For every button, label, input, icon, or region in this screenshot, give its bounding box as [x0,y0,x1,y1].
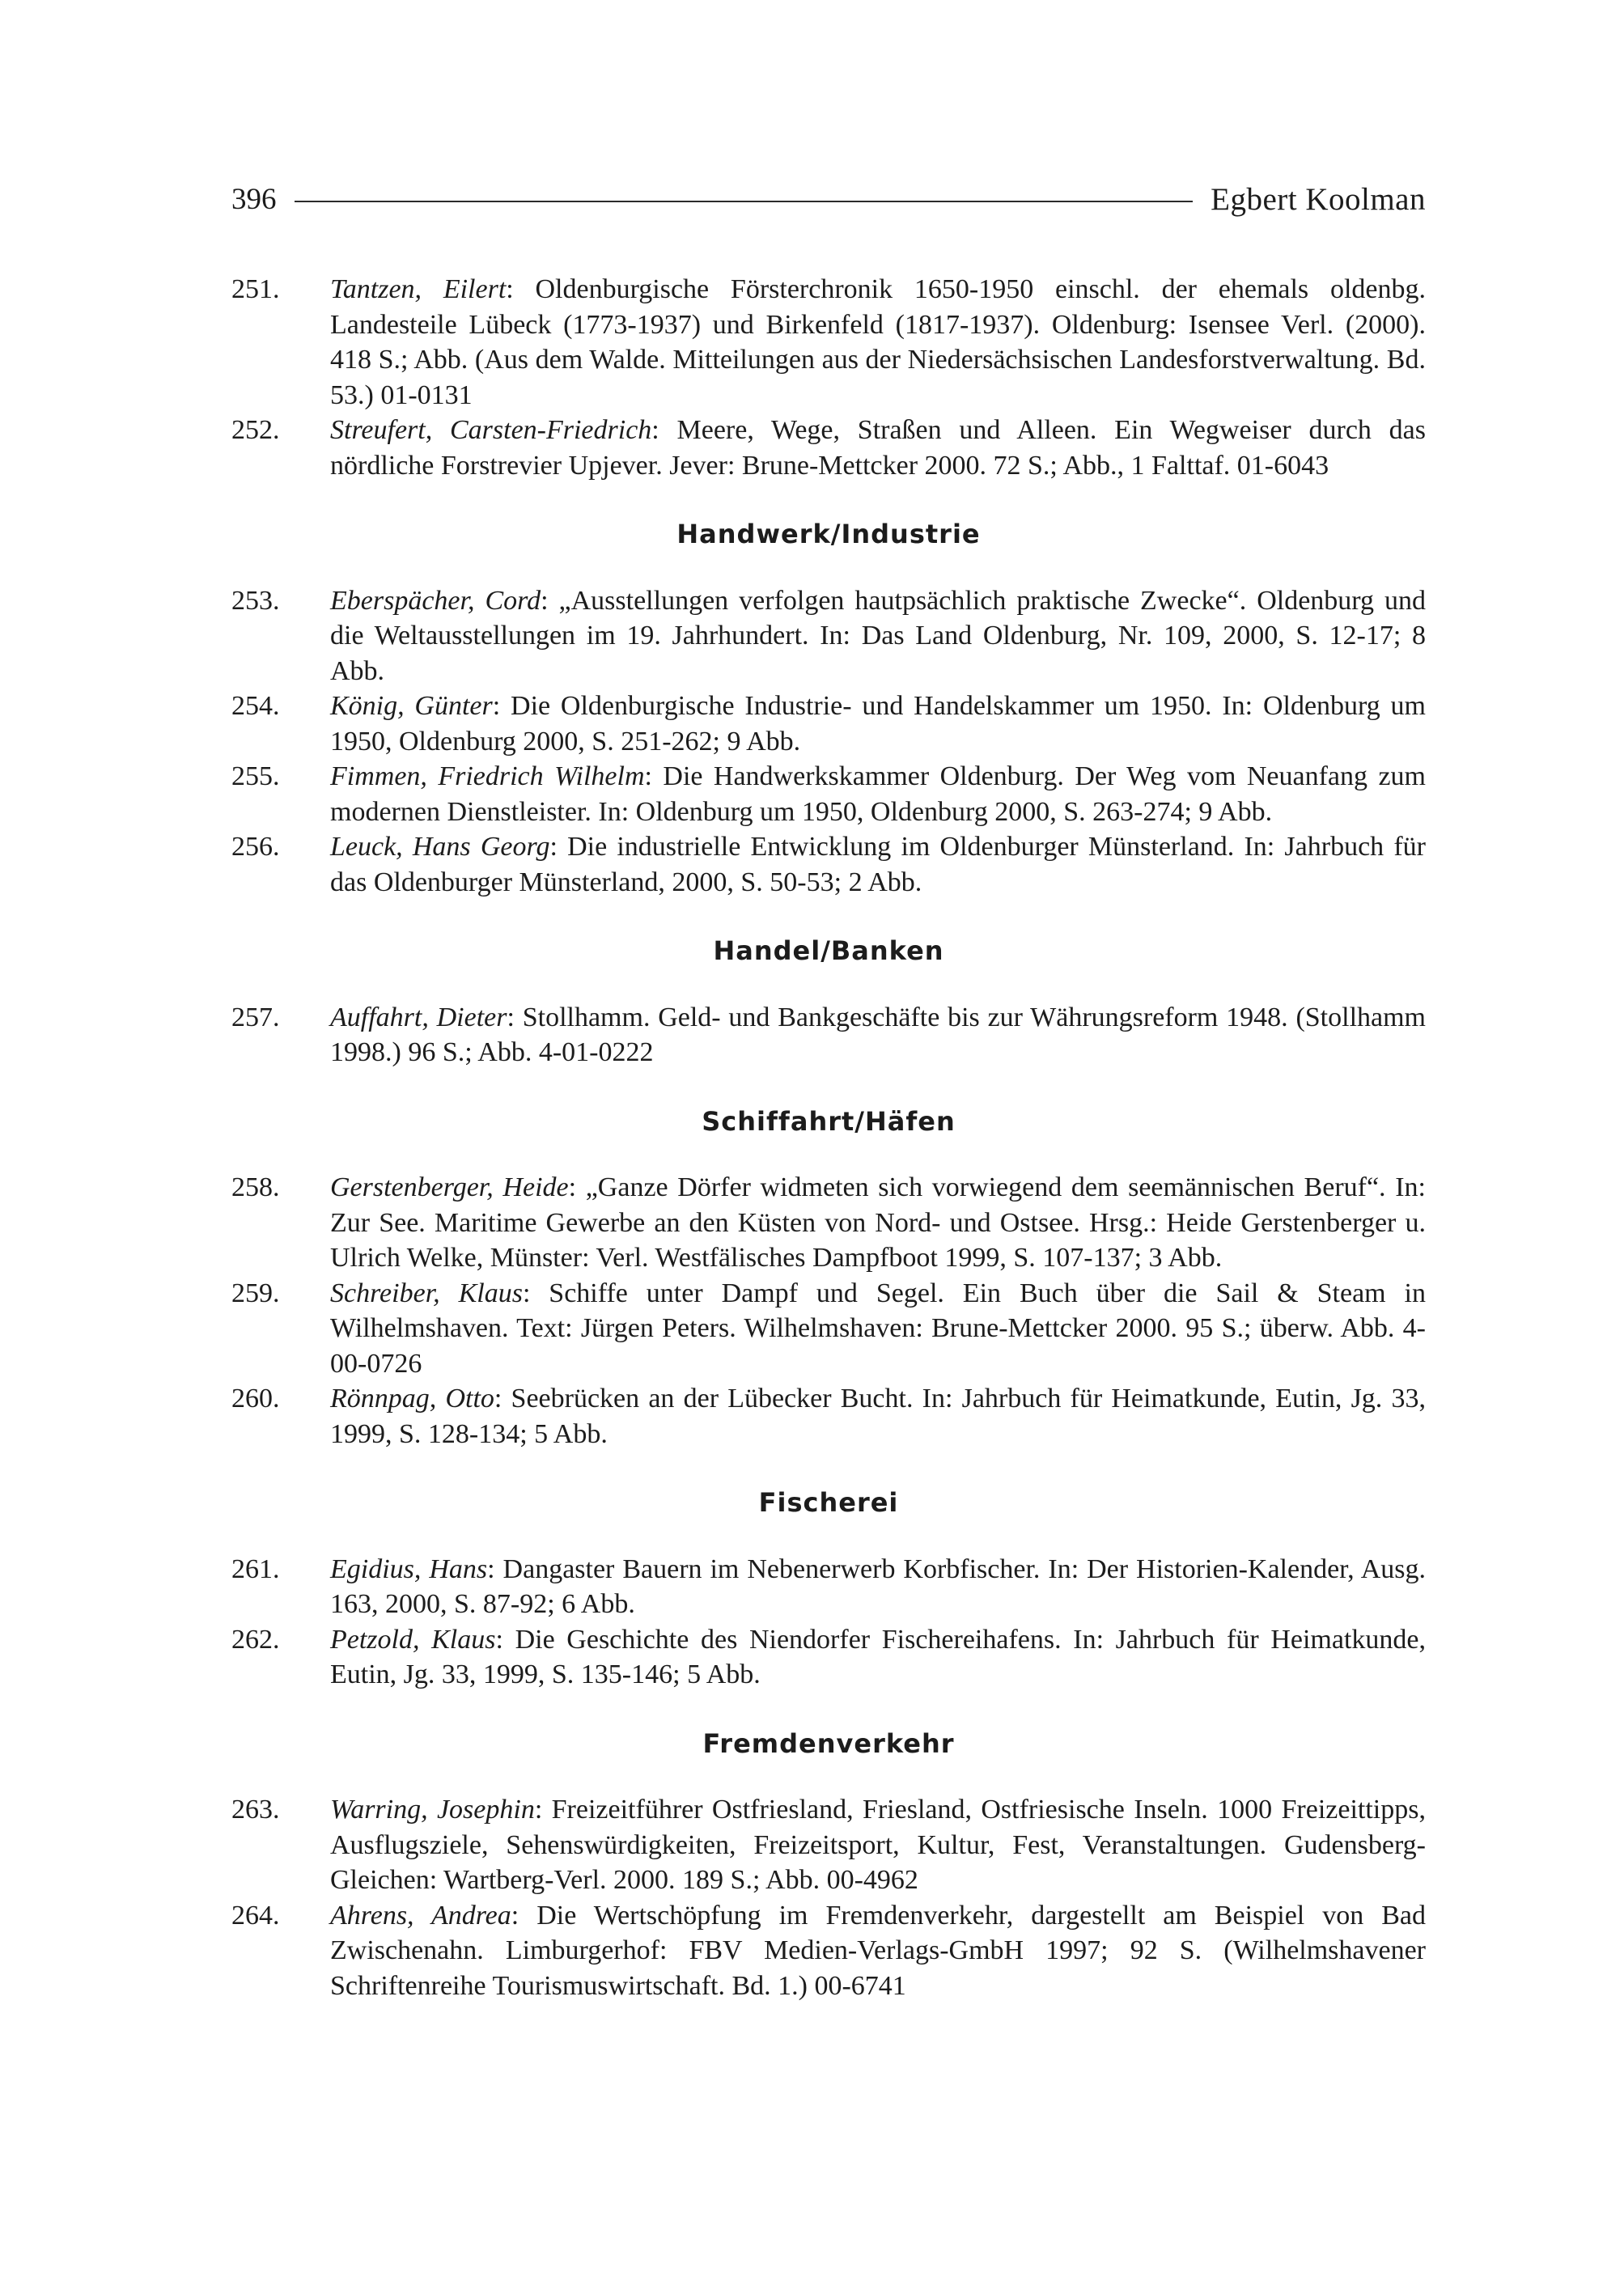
entry-author: Ahrens, Andrea [330,1900,511,1931]
entry-citation [330,1792,1426,1898]
entry-text: : Die industrielle Entwicklung im Oldenburger Münsterland. In: Jahrbuch für das Oldenburger Münsterland, 2000, S. 50-53; 2 Abb. [330,832,1426,897]
entry-number: 252. [231,415,280,445]
section-heading: Handwerk/Industrie [676,519,981,549]
entry-text: : Dangaster Bauern im Nebenerwerb Korbfischer. In: Der Historien-Kalender, Ausg. 163, 2000, S. 87-92; 6 Abb. [330,1553,1426,1619]
entry-author: Leuck, Hans Georg [330,832,550,862]
entry-author: Rönnpag, Otto [330,1384,494,1414]
entry-citation [330,272,1426,413]
entry-citation [330,1000,1426,1070]
entry-citation [330,689,1426,759]
entry-author: Schreiber, Klaus [330,1278,523,1308]
bibliography-entry [231,1276,1426,1382]
entry-text: : Die Handwerkskammer Oldenburg. Der Weg vom Neuanfang zum modernen Dienstleister. In: Oldenburg um 1950, Oldenburg 2000, S. 263-274; 9 Abb. [330,761,1426,827]
bibliography-entry [231,689,1426,759]
bibliography-entry [231,1898,1426,2004]
entry-citation [330,1552,1426,1622]
entry-text: : Schiffe unter Dampf und Segel. Ein Buch über die Sail & Steam in Wilhelmshaven. Text: Jürgen Peters. Wilhelmshaven: Brune-Mettcker 2000. 95 S.; überw. Abb. 4-00-0726 [330,1278,1426,1379]
entry-number: 260. [231,1384,280,1414]
entry-author: Streufert, Carsten-Friedrich [330,415,652,445]
entry-text: : Oldenburgische Försterchronik 1650-1950 einschl. der ehemals oldenbg. Landesteile Lübeck (1773-1937) und Birkenfeld (1817-1937). Oldenburg: Isensee Verl. (2000). 418 S.; Abb. (Aus dem Walde. Mitteilungen aus der Niedersächsischen Landesforstverwaltung. Bd. 53.) 01-0131 [330,274,1426,410]
section-heading: Handel/Banken [713,935,944,966]
entry-number: 258. [231,1172,280,1202]
running-head [231,176,1426,222]
section-heading: Fremdenverkehr [702,1727,955,1759]
bibliography-list [231,272,1426,2003]
entry-number: 257. [231,1002,280,1032]
entry-author: Petzold, Klaus [330,1624,496,1655]
entry-citation [330,1622,1426,1693]
entry-citation [330,1898,1426,2004]
entry-author: Auffahrt, Dieter [330,1002,507,1032]
bibliography-entry [231,1552,1426,1622]
entry-citation [330,413,1426,483]
entry-text: : Die Geschichte des Niendorfer Fischereihafens. In: Jahrbuch für Heimatkunde, Eutin, Jg. 33, 1999, S. 135-146; 5 Abb. [330,1624,1426,1689]
entry-author: König, Günter [330,691,493,721]
entry-citation [330,1170,1426,1276]
entry-text: : Seebrücken an der Lübecker Bucht. In: Jahrbuch für Heimatkunde, Eutin, Jg. 33, 1999, S. 128-134; 5 Abb. [330,1384,1426,1449]
entry-number: 255. [231,761,280,791]
bibliography-entry [231,759,1426,829]
entry-citation [330,759,1426,829]
entry-number: 264. [231,1900,280,1931]
bibliography-entry [231,1792,1426,1898]
page-number: 396 [231,182,277,216]
entry-author: Eberspächer, Cord [330,585,541,616]
section-heading: Schiffahrt/Häfen [702,1105,956,1137]
entry-number: 262. [231,1624,280,1655]
header-rule [295,201,1194,202]
entry-text: : Die Oldenburgische Industrie- und Handelskammer um 1950. In: Oldenburg um 1950, Oldenburg 2000, S. 251-262; 9 Abb. [330,691,1426,757]
entry-text: : „Ausstellungen verfolgen hautpsächlich praktische Zwecke“. Oldenburg und die Weltausstellungen im 19. Jahrhundert. In: Das Land Oldenburg, Nr. 109, 2000, S. 12-17; 8 Abb. [330,585,1426,686]
entry-citation [330,829,1426,900]
bibliography-entry [231,1622,1426,1693]
entry-author: Gerstenberger, Heide [330,1172,569,1202]
entry-citation [330,583,1426,689]
running-head-author: Egbert Koolman [1211,181,1426,217]
entry-number: 261. [231,1553,280,1584]
bibliography-entry [231,1381,1426,1452]
entry-text: : Stollhamm. Geld- und Bankgeschäfte bis zur Währungsreform 1948. (Stollhamm 1998.) 96 S.; Abb. 4-01-0222 [330,1002,1426,1067]
entry-author: Fimmen, Friedrich Wilhelm [330,761,645,791]
bibliography-entry [231,1170,1426,1276]
entry-number: 263. [231,1795,280,1825]
bibliography-entry [231,1000,1426,1070]
bibliography-entry [231,413,1426,483]
entry-author: Egidius, Hans [330,1553,488,1584]
bibliography-entry [231,272,1426,413]
entry-number: 259. [231,1278,280,1308]
entry-number: 253. [231,585,280,616]
entry-number: 254. [231,691,280,721]
entry-text: : Die Wertschöpfung im Fremdenverkehr, dargestellt am Beispiel von Bad Zwischenahn. Limburgerhof: FBV Medien-Verlags-GmbH 1997; 92 S. (Wilhelmshavener Schriftenreihe Tourismuswirtschaft. Bd. 1.) 00-6741 [330,1900,1426,2001]
section-heading: Fischerei [758,1487,899,1518]
bibliography-entry [231,829,1426,900]
entry-number: 256. [231,832,280,862]
entry-citation [330,1381,1426,1452]
entry-text: : „Ganze Dörfer widmeten sich vorwiegend dem seemännischen Beruf“. In: Zur See. Maritime Gewerbe an den Küsten von Nord- und Ostsee. Hrsg.: Heide Gerstenberger u. Ulrich Welke, Münster: Verl. Westfälisches Dampfboot 1999, S. 107-137; 3 Abb. [330,1172,1426,1273]
bibliography-entry [231,583,1426,689]
entry-author: Warring, Josephin [330,1795,535,1825]
entry-text: : Meere, Wege, Straßen und Alleen. Ein Wegweiser durch das nördliche Forstrevier Upjever. Jever: Brune-Mettcker 2000. 72 S.; Abb., 1 Falttaf. 01-6043 [330,415,1426,481]
entry-citation [330,1276,1426,1382]
entry-text: : Freizeitführer Ostfriesland, Friesland, Ostfriesische Inseln. 1000 Freizeittipps, Ausflugsziele, Sehenswürdigkeiten, Freizeitsport, Kultur, Fest, Veranstaltungen. Gudensberg-Gleichen: Wartberg-Verl. 2000. 189 S.; Abb. 00-4962 [330,1795,1426,1895]
entry-author: Tantzen, Eilert [330,274,507,304]
entry-number: 251. [231,274,280,304]
